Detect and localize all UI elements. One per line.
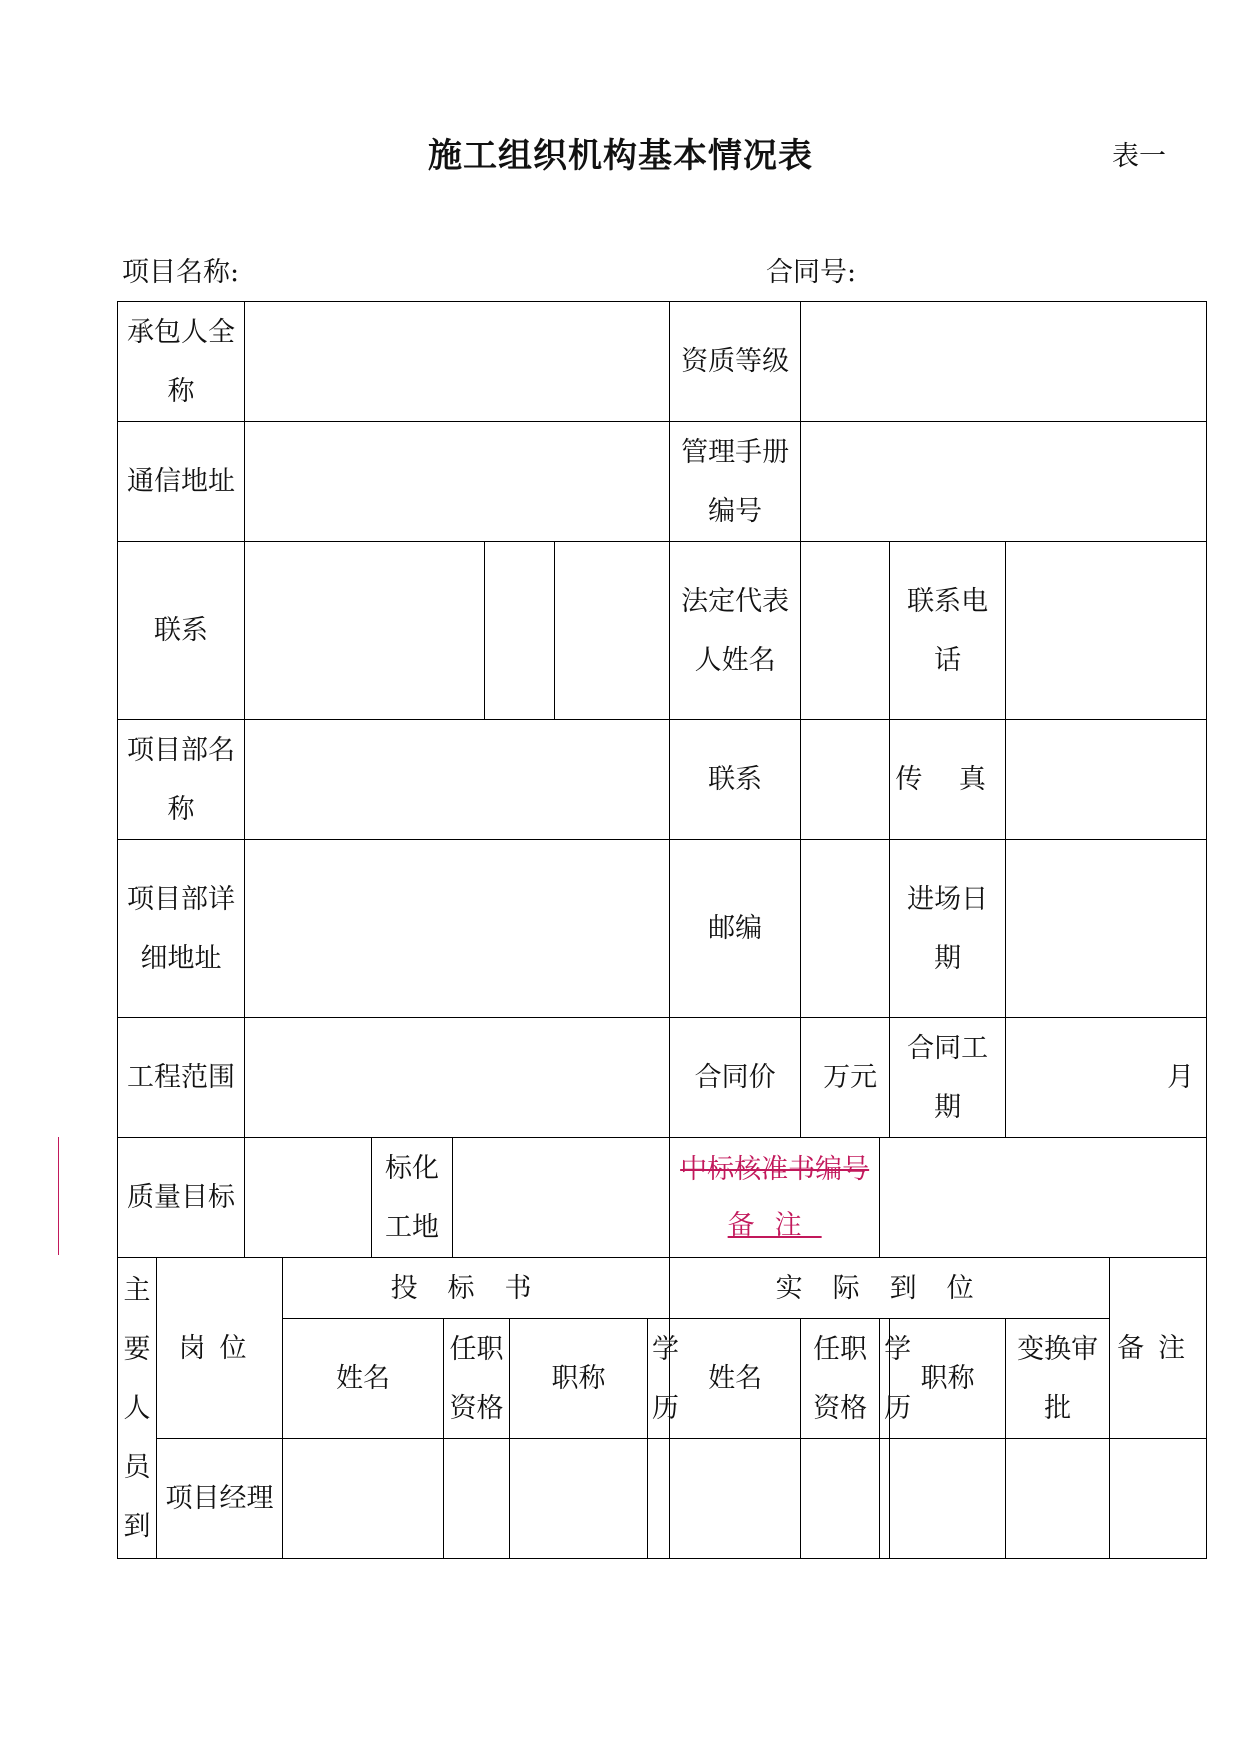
- quality-field[interactable]: [245, 1138, 372, 1258]
- dept-address-label: 项目部详细地址: [118, 840, 245, 1018]
- actual-qualification-header: 任职资格: [801, 1319, 880, 1439]
- period-unit: 月: [1167, 1062, 1195, 1093]
- contact-label: 联系: [118, 542, 245, 720]
- dept-name-label: 项目部名称: [118, 720, 245, 840]
- scope-label: 工程范围: [118, 1018, 245, 1138]
- actual-group-header: 实际到位: [670, 1258, 1110, 1319]
- contract-period-field[interactable]: [1006, 1018, 1207, 1138]
- project-name-label: 项目名称:: [122, 257, 240, 288]
- bid-education-header: 学历: [648, 1319, 670, 1439]
- pm-bid-title[interactable]: [510, 1439, 648, 1559]
- change-approval-header: 变换审批: [1006, 1319, 1110, 1439]
- manual-no-label: 管理手册编号: [670, 422, 801, 542]
- dept-address-field[interactable]: [245, 840, 670, 1018]
- revision-mark-bar: [58, 1137, 59, 1255]
- contractor-name-label: 承包人全称: [118, 302, 245, 422]
- pm-bid-name[interactable]: [283, 1439, 444, 1559]
- address-label: 通信地址: [118, 422, 245, 542]
- standard-site-label: 标化工地: [372, 1138, 453, 1258]
- entry-date-field[interactable]: [1006, 840, 1207, 1018]
- pm-actual-title[interactable]: [890, 1439, 1006, 1559]
- remarks-label: 备注: [727, 1209, 822, 1241]
- dept-name-field[interactable]: [245, 720, 670, 840]
- pm-actual-name[interactable]: [670, 1439, 801, 1559]
- fax-field[interactable]: [1006, 720, 1207, 840]
- qualification-field[interactable]: [801, 302, 1207, 422]
- organization-info-table: [117, 301, 1207, 1559]
- struck-bid-approval-label: 中标核准书编号: [680, 1153, 870, 1185]
- staff-side-label: 主要人员到: [118, 1258, 157, 1559]
- contract-no-label: 合同号:: [766, 257, 857, 288]
- pm-change-approval[interactable]: [1006, 1439, 1110, 1559]
- actual-name-header: 姓名: [670, 1319, 801, 1439]
- postcode-label: 邮编: [670, 840, 801, 1018]
- contractor-name-field[interactable]: [245, 302, 670, 422]
- entry-date-label: 进场日期: [890, 840, 1006, 1018]
- quality-label: 质量目标: [118, 1138, 245, 1258]
- price-unit: 万元: [823, 1062, 878, 1093]
- table-number: 表一: [1112, 141, 1166, 172]
- contact-field-1[interactable]: [245, 542, 485, 720]
- fax-label: 传 真: [890, 720, 1006, 840]
- remarks-label-cell: [670, 1138, 880, 1258]
- qualification-label: 资质等级: [670, 302, 801, 422]
- contact2-field[interactable]: [801, 720, 890, 840]
- contact-field-3[interactable]: [555, 542, 670, 720]
- actual-title-header: 职称: [890, 1319, 1006, 1439]
- bid-group-header: 投标书: [283, 1258, 670, 1319]
- staff-remarks-header: 备注: [1110, 1258, 1207, 1439]
- phone-field[interactable]: [1006, 542, 1207, 720]
- phone-label: 联系电话: [890, 542, 1006, 720]
- legal-rep-label: 法定代表人姓名: [670, 542, 801, 720]
- pm-remarks[interactable]: [1110, 1439, 1207, 1559]
- standard-site-field[interactable]: [453, 1138, 670, 1258]
- bid-title-header: 职称: [510, 1319, 648, 1439]
- postcode-field[interactable]: [801, 840, 890, 1018]
- pm-bid-education[interactable]: [648, 1439, 670, 1559]
- document-title: 施工组织机构基本情况表: [428, 136, 813, 176]
- contact2-label: 联系: [670, 720, 801, 840]
- project-manager-label: 项目经理: [157, 1439, 283, 1559]
- contract-period-label: 合同工期: [890, 1018, 1006, 1138]
- actual-education-header: 学历: [880, 1319, 890, 1439]
- bid-qualification-header: 任职资格: [444, 1319, 510, 1439]
- bid-name-header: 姓名: [283, 1319, 444, 1439]
- remarks-field[interactable]: [880, 1138, 1207, 1258]
- contract-price-field[interactable]: [801, 1018, 890, 1138]
- pm-actual-qualification[interactable]: [801, 1439, 880, 1559]
- legal-rep-field[interactable]: [801, 542, 890, 720]
- contract-price-label: 合同价: [670, 1018, 801, 1138]
- pm-bid-qualification[interactable]: [444, 1439, 510, 1559]
- scope-field[interactable]: [245, 1018, 670, 1138]
- manual-no-field[interactable]: [801, 422, 1207, 542]
- contact-field-2[interactable]: [485, 542, 555, 720]
- post-header: 岗位: [157, 1258, 283, 1439]
- address-field[interactable]: [245, 422, 670, 542]
- pm-actual-education[interactable]: [880, 1439, 890, 1559]
